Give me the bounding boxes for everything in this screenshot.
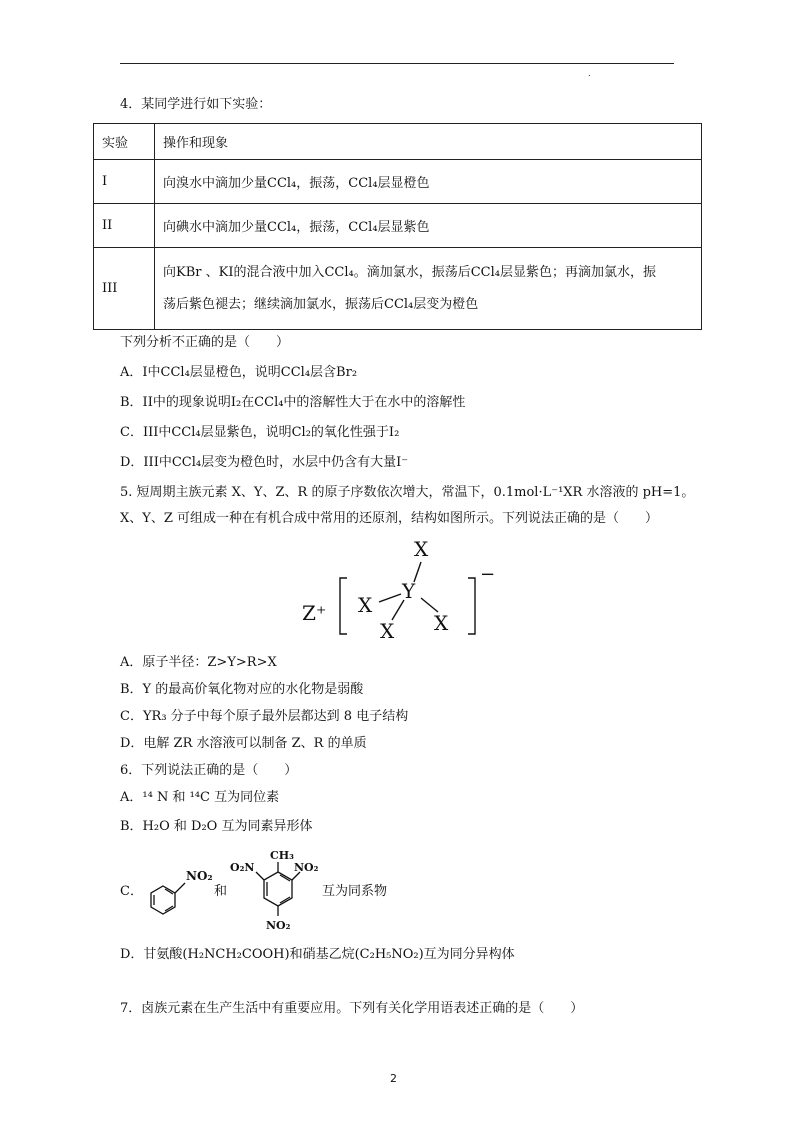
- table-row: [94, 248, 702, 330]
- bond-bottom: [392, 600, 404, 620]
- q5-option-d: D．电解 ZR 水溶液可以制备 Z、R 的单质: [120, 736, 367, 751]
- q6-option-b: B．H₂O 和 D₂O 互为同素异形体: [120, 819, 313, 834]
- row-id: III: [94, 248, 155, 330]
- q4-option-c: C．III中CCl₄层显紫色，说明Cl₂的氧化性强于I₂: [120, 425, 400, 440]
- table-row: [94, 204, 702, 248]
- nitro-group-label: NO₂: [186, 869, 213, 883]
- page-number: 2: [390, 1072, 397, 1085]
- left-bracket: [340, 578, 347, 634]
- bond-right: [421, 598, 438, 612]
- q4-option-d: D．III中CCl₄层变为橙色时，水层中仍含有大量I⁻: [120, 455, 409, 470]
- table-row: [94, 160, 702, 204]
- tnt-nitro-right-label: NO₂: [294, 861, 319, 874]
- q6-option-c-label: C．: [120, 884, 143, 899]
- q5-option-a: A．原子半径：Z>Y>R>X: [120, 655, 277, 670]
- q6-option-d: D．甘氨酸(H₂NCH₂COOH)和硝基乙烷(C₂H₅NO₂)互为同分异构体: [120, 947, 515, 962]
- table-header-operation: 操作和现象: [155, 124, 702, 160]
- q5-structure-figure: [290, 536, 510, 644]
- header-dot: .: [588, 69, 591, 78]
- q5-stem-line1: 5. 短周期主族元素 X、Y、Z、R 的原子序数依次增大，常温下，0.1mol·L⁻¹XR 水溶液的 pH=1。: [120, 485, 695, 500]
- q5-stem-line2: X、Y、Z 可组成一种在有机合成中常用的还原剂，结构如图所示。下列说法正确的是（ ）: [120, 511, 659, 526]
- structure-x-top: X: [414, 537, 429, 561]
- structure-x-left: X: [358, 593, 373, 617]
- row-id: I: [94, 160, 155, 204]
- q6-option-c-tail: 互为同系物: [322, 884, 388, 899]
- tnt-nitro-left-label: O₂N: [230, 861, 255, 874]
- table-header-experiment: 实验: [94, 124, 155, 160]
- bond-left: [379, 594, 401, 602]
- q5-option-c: C．YR₃ 分子中每个原子最外层都达到 8 电子结构: [120, 709, 409, 724]
- q4-stem: 4．某同学进行如下实验：: [120, 97, 272, 112]
- structure-charge: −: [480, 564, 496, 585]
- row-id: II: [94, 204, 155, 248]
- q6-option-a: A．¹⁴ N 和 ¹⁴C 互为同位素: [120, 790, 280, 805]
- row-operation-line1: 向KBr 、KI的混合液中加入CCl₄。滴加氯水，振荡后CCl₄层显紫色；再滴加氯水，振: [163, 264, 656, 280]
- row-operation: 向溴水中滴加少量CCl₄，振荡，CCl₄层显橙色: [155, 160, 702, 204]
- tnt-structure: [226, 844, 322, 934]
- row-operation: [155, 248, 702, 330]
- header-rule: [120, 63, 674, 64]
- q6-option-c-and: 和: [214, 884, 228, 899]
- q4-prompt: 下列分析不正确的是（ ）: [120, 335, 290, 350]
- table-header-row: [94, 124, 702, 160]
- nitrobenzene-structure: [140, 856, 213, 924]
- structure-x-bottom: X: [380, 619, 395, 643]
- q4-option-b: B．II中的现象说明I₂在CCl₄中的溶解性大于在水中的溶解性: [120, 395, 466, 410]
- structure-y-center: Y: [402, 579, 416, 603]
- structure-x-right: X: [434, 611, 449, 635]
- structure-cation: Z⁺: [302, 601, 327, 625]
- tnt-nitro-bottom-label: NO₂: [266, 919, 291, 932]
- right-bracket: [468, 578, 475, 634]
- row-operation: 向碘水中滴加少量CCl₄，振荡，CCl₄层显紫色: [155, 204, 702, 248]
- experiment-table: [93, 123, 702, 330]
- q5-option-b: B．Y 的最高价氧化物对应的水化物是弱酸: [120, 682, 364, 697]
- q7-stem: 7．卤族元素在生产生活中有重要应用。下列有关化学用语表述正确的是（ ）: [120, 1001, 584, 1016]
- tnt-methyl-label: CH₃: [270, 849, 294, 862]
- bond-top: [414, 562, 421, 582]
- q4-option-a: A．I中CCl₄层显橙色，说明CCl₄层含Br₂: [120, 365, 358, 380]
- row-operation-line2: 荡后紫色褪去；继续滴加氯水，振荡后CCl₄层变为橙色: [163, 296, 479, 312]
- q6-stem: 6．下列说法正确的是（ ）: [120, 763, 298, 778]
